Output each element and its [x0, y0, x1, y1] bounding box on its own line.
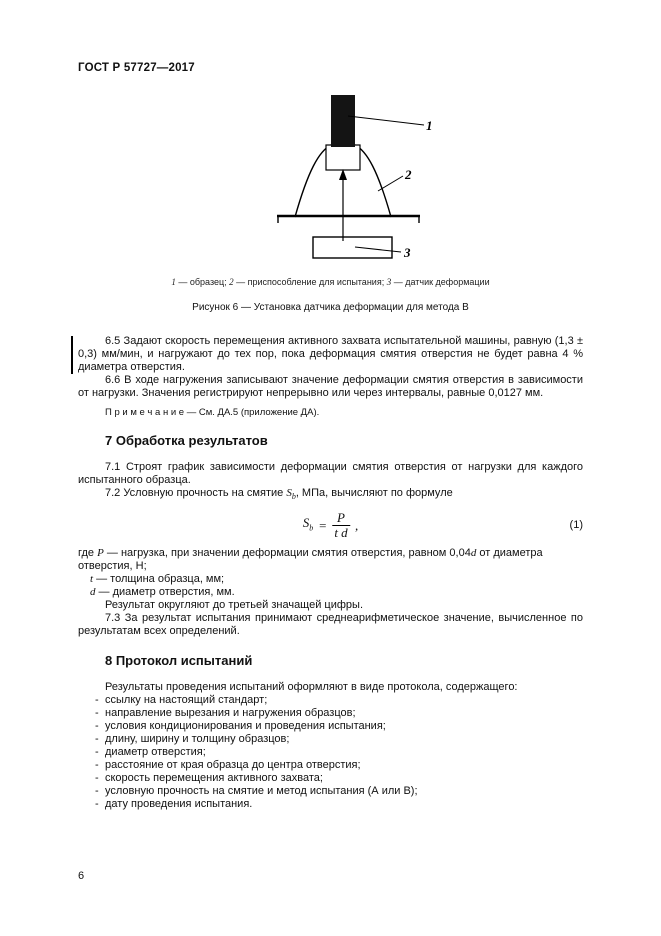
figure-caption: [78, 276, 583, 289]
leader-line-2: [378, 176, 403, 191]
where-line-d: [78, 586, 583, 599]
caption-num-1: 1: [171, 277, 176, 287]
page-number: 6: [78, 870, 85, 882]
figure-label-2: 2: [405, 167, 412, 182]
caption-num-3: 3: [386, 277, 392, 287]
para-7-3: 7.3 За результат испытания принимают среднеарифметическое значение, вычисленное по результатам всех определений.: [78, 612, 583, 638]
list-item: [78, 798, 583, 811]
list-item-text: длину, ширину и толщину образцов;: [105, 733, 290, 746]
figure-label-3: 3: [404, 245, 411, 260]
formula-1: [303, 511, 358, 540]
list-item-text: диаметр отверстия;: [105, 746, 206, 759]
formula-numerator: P: [332, 511, 350, 526]
list-item: [78, 733, 583, 746]
bullet-dash: -: [95, 707, 99, 720]
symbol-d-inline: d: [470, 547, 477, 560]
arrow-up-icon: [339, 169, 347, 180]
symbol-S-subscript: b: [291, 492, 296, 502]
protocol-list: [78, 694, 583, 811]
symbol-d: d: [90, 586, 96, 599]
para-6-5-container: [78, 335, 583, 374]
para-7-2-text-post: , МПа, вычисляют по формуле: [295, 487, 453, 499]
leader-line-1: [348, 116, 424, 125]
bullet-dash: -: [95, 694, 99, 707]
caption-text-1: — образец;: [175, 277, 230, 287]
leader-line-3: [355, 247, 401, 252]
para-7-2-intro: [78, 487, 583, 503]
list-item: [78, 759, 583, 772]
change-marker-bar: [71, 336, 73, 374]
list-item: [78, 720, 583, 733]
formula-lhs: [303, 516, 314, 535]
deformation-sensor-rect: [313, 237, 392, 258]
caption-text-2: — приспособление для испытания;: [233, 277, 387, 287]
list-item-text: условную прочность на смятие и метод испытания (А или В);: [105, 785, 418, 798]
symbol-t: t: [90, 573, 94, 586]
list-item-text: ссылку на настоящий стандарт;: [105, 694, 268, 707]
where-text-P-a: — нагрузка, при значении деформации смятия отверстия, равном 0,04: [103, 547, 471, 560]
equals-sign: =: [318, 518, 328, 534]
formula-number: (1): [569, 519, 583, 532]
figure-6-diagram: [250, 95, 450, 270]
where-line-t: [78, 573, 583, 586]
para-7-1: 7.1 Строят график зависимости деформации смятия отверстия от нагрузки для каждого испытанного образца.: [78, 461, 583, 486]
bullet-dash: -: [95, 798, 99, 811]
bullet-dash: -: [95, 759, 99, 772]
list-item: [78, 694, 583, 707]
bullet-dash: -: [95, 772, 99, 785]
formula-1-row: [78, 510, 583, 542]
formula-lhs-var: S: [302, 515, 310, 531]
formula-lhs-sub: b: [309, 523, 314, 533]
where-text-t: — толщина образца, мм;: [93, 573, 225, 586]
where-text-d: — диаметр отверстия, мм.: [95, 586, 235, 599]
bullet-dash: -: [95, 720, 99, 733]
symbol-P: P: [97, 547, 104, 560]
para-6-6: 6.6 В ходе нагружения записывают значение деформации смятия отверстия в зависимости от нагрузки. Значения регистрируют непрерывно или через интервалы, равные 0,0127 мм.: [78, 374, 583, 399]
rounding-note: Результат округляют до третьей значащей цифры.: [105, 599, 364, 612]
caption-num-2: 2: [229, 277, 234, 287]
list-item-text: условия кондиционирования и проведения испытания;: [105, 720, 386, 733]
figure-title: Рисунок 6 — Установка датчика деформации для метода В: [192, 302, 469, 313]
formula-denominator: t d: [334, 525, 348, 541]
list-item: [78, 785, 583, 798]
caption-text-3: — датчик деформации: [391, 277, 490, 287]
fixture-slot: [326, 145, 360, 170]
section-8-heading: 8 Протокол испытаний: [105, 653, 253, 669]
para-7-2-text-pre: 7.2 Условную прочность на смятие: [105, 487, 287, 499]
list-item: [78, 746, 583, 759]
formula-fraction: [332, 511, 350, 540]
where-intro: где: [78, 547, 98, 560]
list-item-text: дату проведения испытания.: [105, 798, 253, 811]
formula-comma: ,: [354, 518, 359, 534]
standard-designation: ГОСТ Р 57727—2017: [78, 62, 195, 74]
bullet-dash: -: [95, 733, 99, 746]
para-8-intro: Результаты проведения испытаний оформляют в виде протокола, содержащего:: [105, 681, 518, 694]
bullet-dash: -: [95, 785, 99, 798]
list-item-text: расстояние от края образца до центра отверстия;: [105, 759, 361, 772]
where-text-P-b: от диаметра отверстия, Н;: [78, 547, 543, 573]
note-6: П р и м е ч а н и е — См. ДА.5 (приложение ДА).: [105, 407, 320, 418]
specimen-shape: [331, 95, 355, 147]
para-6-5: 6.5 Задают скорость перемещения активного захвата испытательной машины, равную (1,3 ± 0,3) мм/мин, и нагружают до тех пор, пока деформация смятия отверстия не будет равна 4 % диаметра отверстия.: [78, 335, 583, 373]
list-item: [78, 772, 583, 785]
list-item-text: направление вырезания и нагружения образцов;: [105, 707, 356, 720]
bullet-dash: -: [95, 746, 99, 759]
symbol-S: S: [286, 487, 292, 499]
section-7-heading: 7 Обработка результатов: [105, 433, 268, 448]
list-item-text: скорость перемещения активного захвата;: [105, 772, 323, 785]
list-item: [78, 707, 583, 720]
where-line-P: [78, 547, 583, 573]
figure-label-1: 1: [426, 118, 433, 133]
